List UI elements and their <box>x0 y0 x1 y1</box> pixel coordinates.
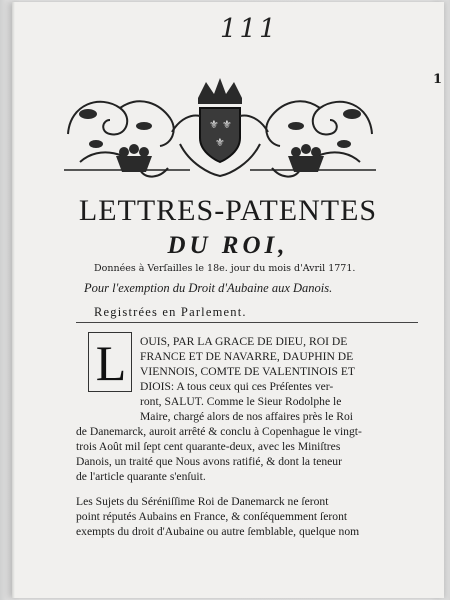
paragraph1-line: ront, SALUT. Comme le Sieur Rodolphe le <box>140 395 342 408</box>
drop-cap-letter: L <box>95 335 127 391</box>
paragraph2-line: point réputés Aubains en France, & conſéquemment ſeront <box>76 510 348 523</box>
document-page <box>12 2 444 598</box>
paragraph1-line: Danois, un traité que Nous avons ratifié, & dont la teneur <box>76 455 342 468</box>
svg-text:⚜: ⚜ <box>222 118 232 131</box>
body-text <box>12 2 444 598</box>
paragraph1-line: FRANCE ET DE NAVARRE, DAUPHIN DE <box>140 350 354 363</box>
paragraph1-line: de Danemarck, auroit arrêté & conclu à Copenhague le vingt- <box>76 425 362 438</box>
paragraph1-line: OUIS, PAR LA GRACE DE DIEU, ROI DE <box>140 335 348 348</box>
page-number: 1 <box>433 72 443 87</box>
paragraph2-line: exempts du droit d'Aubaine ou autre ſemblable, quelque nom <box>76 525 360 538</box>
paragraph1-line: Maire, chargé alors de nos affaires près le Roi <box>140 410 354 423</box>
registered-line: Registrées en Parlement. <box>94 305 247 319</box>
inventory-mark: 111 <box>220 14 279 44</box>
dated-line: Données à Verſailles le 18e. jour du mois d'Avril 1771. <box>94 263 356 274</box>
paragraph1-line: VIENNOIS, COMTE DE VALENTINOIS ET <box>140 365 356 378</box>
paragraph1-line: trois Août mil ſept cent quarante-deux, avec les Miniſtres <box>76 440 341 453</box>
paragraph2-line: Les Sujets du Séréniſſime Roi de Danemarck ne ſeront <box>76 495 329 508</box>
title-lettres-patentes: LETTRES-PATENTES <box>78 194 378 227</box>
paragraph1-line: DIOIS: A tous ceux qui ces Préſentes ver- <box>140 380 334 393</box>
purpose-line: Pour l'exemption du Droit d'Aubaine aux Danois. <box>84 281 333 295</box>
svg-text:⚜: ⚜ <box>215 136 225 149</box>
title-du-roi: DU ROI, <box>167 232 289 259</box>
paragraph1-line: de l'article quarante s'enſuit. <box>76 470 206 483</box>
svg-text:⚜: ⚜ <box>209 118 219 131</box>
